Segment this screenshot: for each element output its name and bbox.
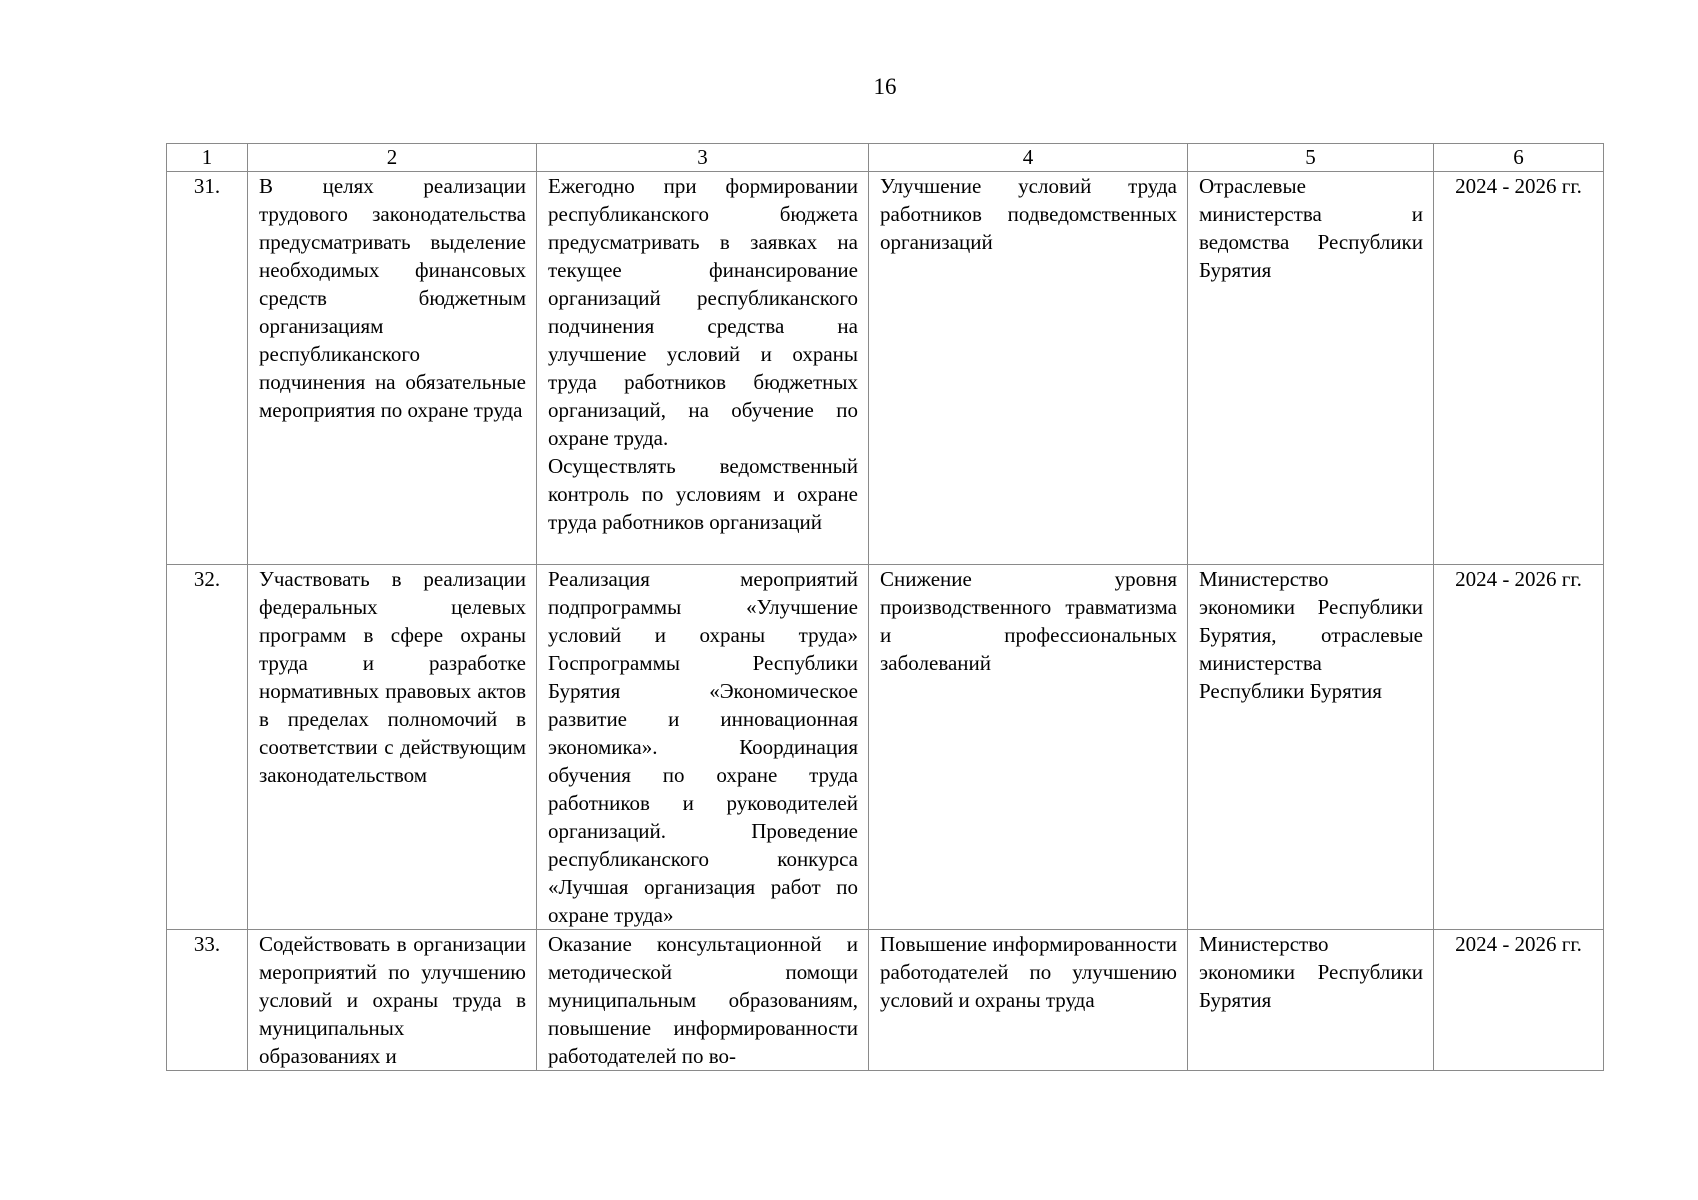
activity-cell: В целях реализации трудового законодательства предусматривать выделение необходимых финансовых средств бюджетным организациям республиканского подчинения на обязательные мероприятия по охране труда bbox=[248, 172, 537, 565]
row-number: 32. bbox=[167, 565, 248, 930]
column-number: 3 bbox=[537, 144, 869, 172]
mechanism-cell bbox=[537, 930, 869, 1071]
period-cell: 2024 - 2026 гг. bbox=[1434, 930, 1604, 1071]
result-cell: Улучшение условий труда работников подведомственных организаций bbox=[869, 172, 1188, 565]
table-row bbox=[167, 565, 1604, 930]
period-cell: 2024 - 2026 гг. bbox=[1434, 565, 1604, 930]
page-number: 16 bbox=[873, 74, 897, 99]
result-cell: Повышение информированности работодателей по улучшению условий и охраны труда bbox=[869, 930, 1188, 1071]
mechanism-cell bbox=[537, 172, 869, 565]
activity-cell: Содействовать в организации мероприятий по улучшению условий и охраны труда в муниципальных образованиях и bbox=[248, 930, 537, 1071]
mechanism-paragraph: Оказание консультационной и методической помощи муниципальным образованиям, повышение информированности работодателей по во- bbox=[548, 932, 858, 1068]
executor-cell: Министерство экономики Республики Бурятия, отраслевые министерства Республики Бурятия bbox=[1188, 565, 1434, 930]
table-row bbox=[167, 172, 1604, 565]
row-number: 33. bbox=[167, 930, 248, 1071]
row-number: 31. bbox=[167, 172, 248, 565]
mechanism-paragraph: Осуществлять ведомственный контроль по условиям и охране труда работников организаций bbox=[548, 454, 858, 534]
period-cell: 2024 - 2026 гг. bbox=[1434, 172, 1604, 565]
column-number: 5 bbox=[1188, 144, 1434, 172]
activity-cell: Участвовать в реализации федеральных целевых программ в сфере охраны труда и разработке нормативных правовых актов в пределах полномочий в соответствии с действующим законодательством bbox=[248, 565, 537, 930]
column-number: 2 bbox=[248, 144, 537, 172]
column-numbers-row bbox=[167, 144, 1604, 172]
column-number: 6 bbox=[1434, 144, 1604, 172]
mechanism-cell bbox=[537, 565, 869, 930]
executor-cell: Отраслевые министерства и ведомства Республики Бурятия bbox=[1188, 172, 1434, 565]
mechanism-paragraph: Ежегодно при формировании республиканского бюджета предусматривать в заявках на текущее финансирование организаций республиканского подчинения средства на улучшение условий и охраны труда работников бюджетных организаций, на обучение по охране труда. bbox=[548, 174, 858, 450]
measures-table bbox=[166, 143, 1604, 1071]
column-number: 1 bbox=[167, 144, 248, 172]
mechanism-paragraph: Реализация мероприятий подпрограммы «Улучшение условий и охраны труда» Госпрограммы Республики Бурятия «Экономическое развитие и инновационная экономика». Координация обучения по охране труда работников и руководителей организаций. Проведение республиканского конкурса «Лучшая организация работ по охране труда» bbox=[548, 567, 858, 927]
table-row bbox=[167, 930, 1604, 1071]
executor-cell: Министерство экономики Республики Бурятия bbox=[1188, 930, 1434, 1071]
result-cell: Снижение уровня производственного травматизма и профессиональных заболеваний bbox=[869, 565, 1188, 930]
column-number: 4 bbox=[869, 144, 1188, 172]
